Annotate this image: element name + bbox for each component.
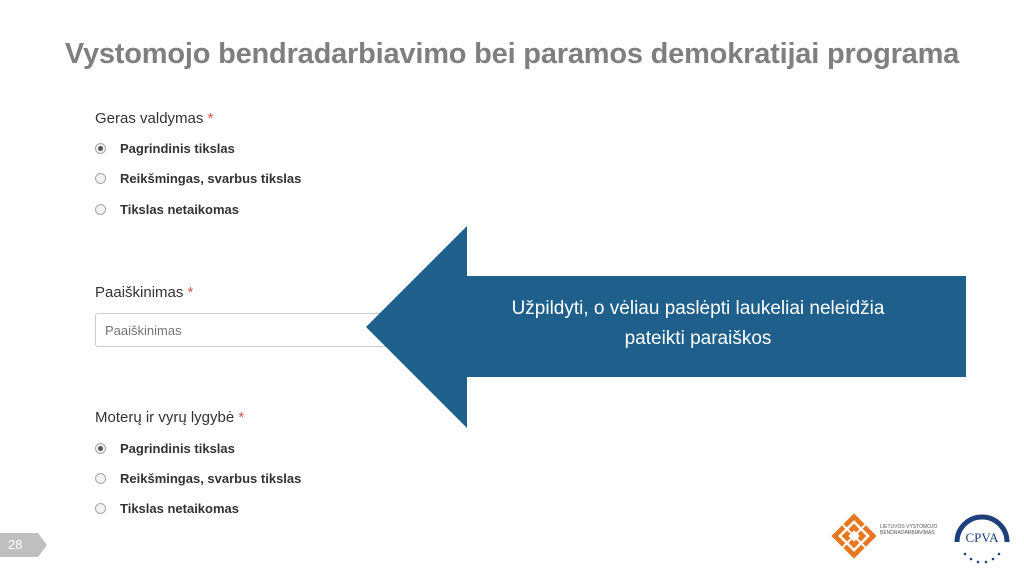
radio-option-label: Tikslas netaikomas bbox=[120, 500, 239, 516]
page-number-tab bbox=[0, 533, 48, 557]
radio-button[interactable] bbox=[95, 503, 106, 514]
lvb-logo-text: LIETUVOS VYSTOMOJO BENDRADARBIAVIMAS bbox=[880, 524, 938, 536]
moteru-vyru-lygybe-label-text: Moterų ir vyrų lygybė bbox=[95, 409, 235, 426]
lvb-logo bbox=[830, 512, 945, 560]
cpva-logo-text: CPVA bbox=[965, 530, 999, 545]
radio-option-label: Reikšmingas, svarbus tikslas bbox=[120, 170, 302, 186]
radio-option-label: Tikslas netaikomas bbox=[120, 201, 239, 217]
required-mark: * bbox=[238, 409, 245, 426]
page-number-tab-shape bbox=[0, 533, 47, 557]
callout-text bbox=[448, 294, 948, 354]
radio-button[interactable] bbox=[95, 204, 106, 215]
required-mark: * bbox=[187, 284, 194, 301]
geras-valdymas-label-text: Geras valdymas bbox=[95, 110, 204, 127]
cpva-logo bbox=[951, 508, 1013, 570]
radio-option-label: Reikšmingas, svarbus tikslas bbox=[120, 470, 302, 486]
radio-button[interactable] bbox=[95, 443, 106, 454]
page-number: 28 bbox=[8, 537, 23, 552]
paaiskinimas-input[interactable] bbox=[95, 313, 395, 347]
radio-option-pagrindinis[interactable] bbox=[95, 140, 235, 156]
required-mark: * bbox=[207, 110, 214, 127]
paaiskinimas-label bbox=[95, 284, 193, 301]
lvb-logo-mark bbox=[831, 513, 876, 558]
radio-button[interactable] bbox=[95, 473, 106, 484]
radio-button[interactable] bbox=[95, 143, 106, 154]
cpva-logo-stars bbox=[964, 553, 1001, 564]
callout-text-line1: Užpildyti, o vėliau paslėpti laukeliai neleidžia bbox=[511, 298, 885, 319]
geras-valdymas-label bbox=[95, 110, 213, 127]
radio-option-netaikomas[interactable] bbox=[95, 201, 239, 217]
paaiskinimas-label-text: Paaiškinimas bbox=[95, 284, 184, 301]
radio-option-netaikomas-2[interactable] bbox=[95, 500, 239, 516]
radio-option-reiksmingas-2[interactable] bbox=[95, 470, 301, 486]
radio-option-reiksmingas[interactable] bbox=[95, 170, 301, 186]
radio-option-label: Pagrindinis tikslas bbox=[120, 440, 235, 456]
slide-title: Vystomojo bendradarbiavimo bei paramos demokratijai programa bbox=[64, 38, 960, 70]
radio-option-label: Pagrindinis tikslas bbox=[120, 140, 235, 156]
radio-option-pagrindinis-2[interactable] bbox=[95, 440, 235, 456]
radio-button[interactable] bbox=[95, 173, 106, 184]
callout-text-line2: pateikti paraiškos bbox=[624, 328, 772, 349]
moteru-vyru-lygybe-label bbox=[95, 409, 244, 426]
